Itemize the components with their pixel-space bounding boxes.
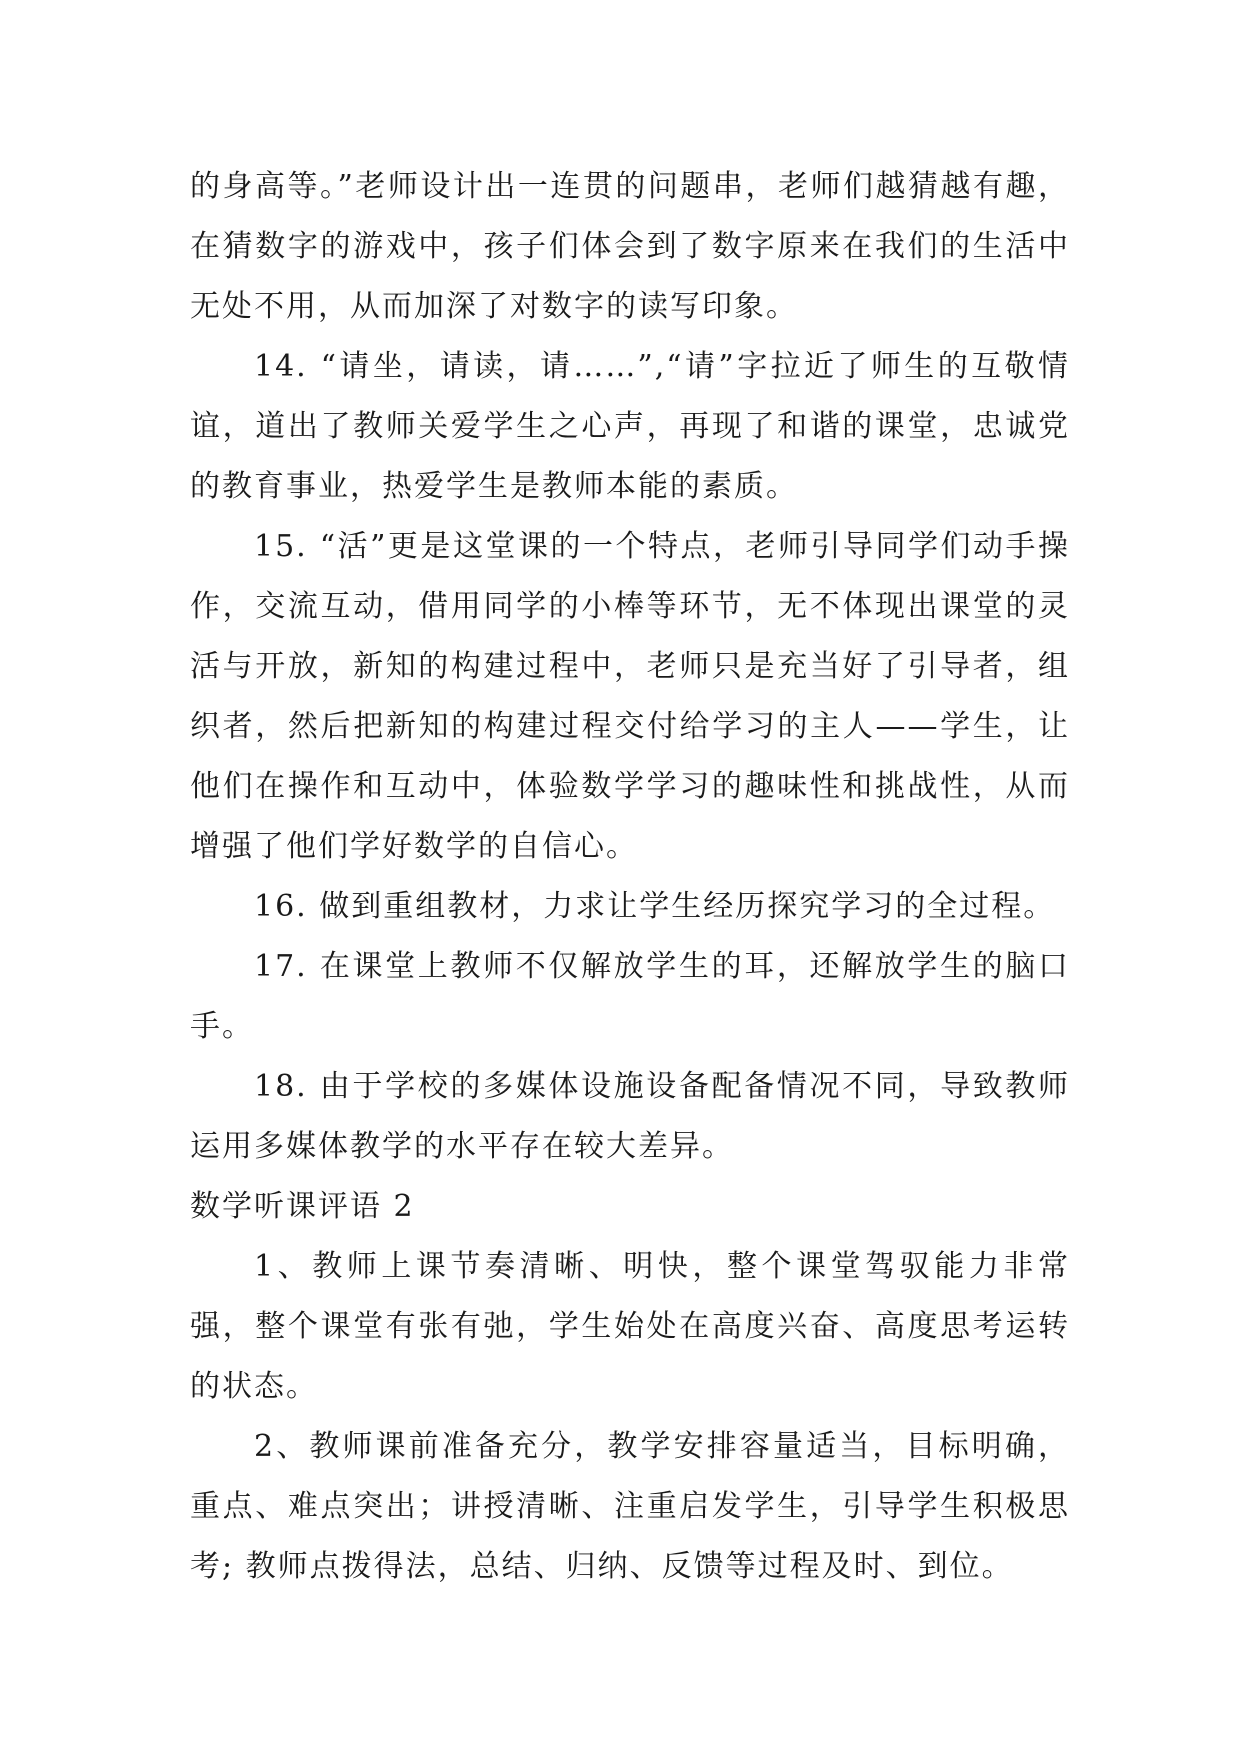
document-body xyxy=(190,157,1070,1597)
paragraph-item-14: 14. “请坐，请读，请……”,“请”字拉近了师生的互敬情谊，道出了教师关爱学生之心声，再现了和谐的课堂，忠诚党的教育事业，热爱学生是教师本能的素质。 xyxy=(190,349,1070,504)
paragraph-item-18: 18. 由于学校的多媒体设施设备配备情况不同，导致教师运用多媒体教学的水平存在较大差异。 xyxy=(190,1069,1070,1164)
paragraph-continuation: 的身高等。”老师设计出一连贯的问题串，老师们越猜越有趣，在猜数字的游戏中，孩子们体会到了数字原来在我们的生活中无处不用，从而加深了对数字的读写印象。 xyxy=(190,169,1070,324)
section-heading: 数学听课评语 2 xyxy=(190,1189,415,1224)
section-paragraph-1: 1、教师上课节奏清晰、明快，整个课堂驾驭能力非常强，整个课堂有张有弛，学生始处在高度兴奋、高度思考运转的状态。 xyxy=(190,1249,1070,1404)
paragraph-item-15: 15. “活”更是这堂课的一个特点，老师引导同学们动手操作，交流互动，借用同学的小棒等环节，无不体现出课堂的灵活与开放，新知的构建过程中，老师只是充当好了引导者，组织者，然后把新知的构建过程交付给学习的主人——学生，让他们在操作和互动中，体验数学学习的趣味性和挑战性，从而增强了他们学好数学的自信心。 xyxy=(190,529,1070,864)
paragraph-item-16: 16. 做到重组教材，力求让学生经历探究学习的全过程。 xyxy=(254,889,1056,924)
paragraph-item-17: 17. 在课堂上教师不仅解放学生的耳，还解放学生的脑口手。 xyxy=(190,949,1070,1044)
section-paragraph-2: 2、教师课前准备充分，教学安排容量适当，目标明确，重点、难点突出；讲授清晰、注重启发学生，引导学生积极思考; 教师点拨得法，总结、归纳、反馈等过程及时、到位。 xyxy=(190,1429,1070,1584)
